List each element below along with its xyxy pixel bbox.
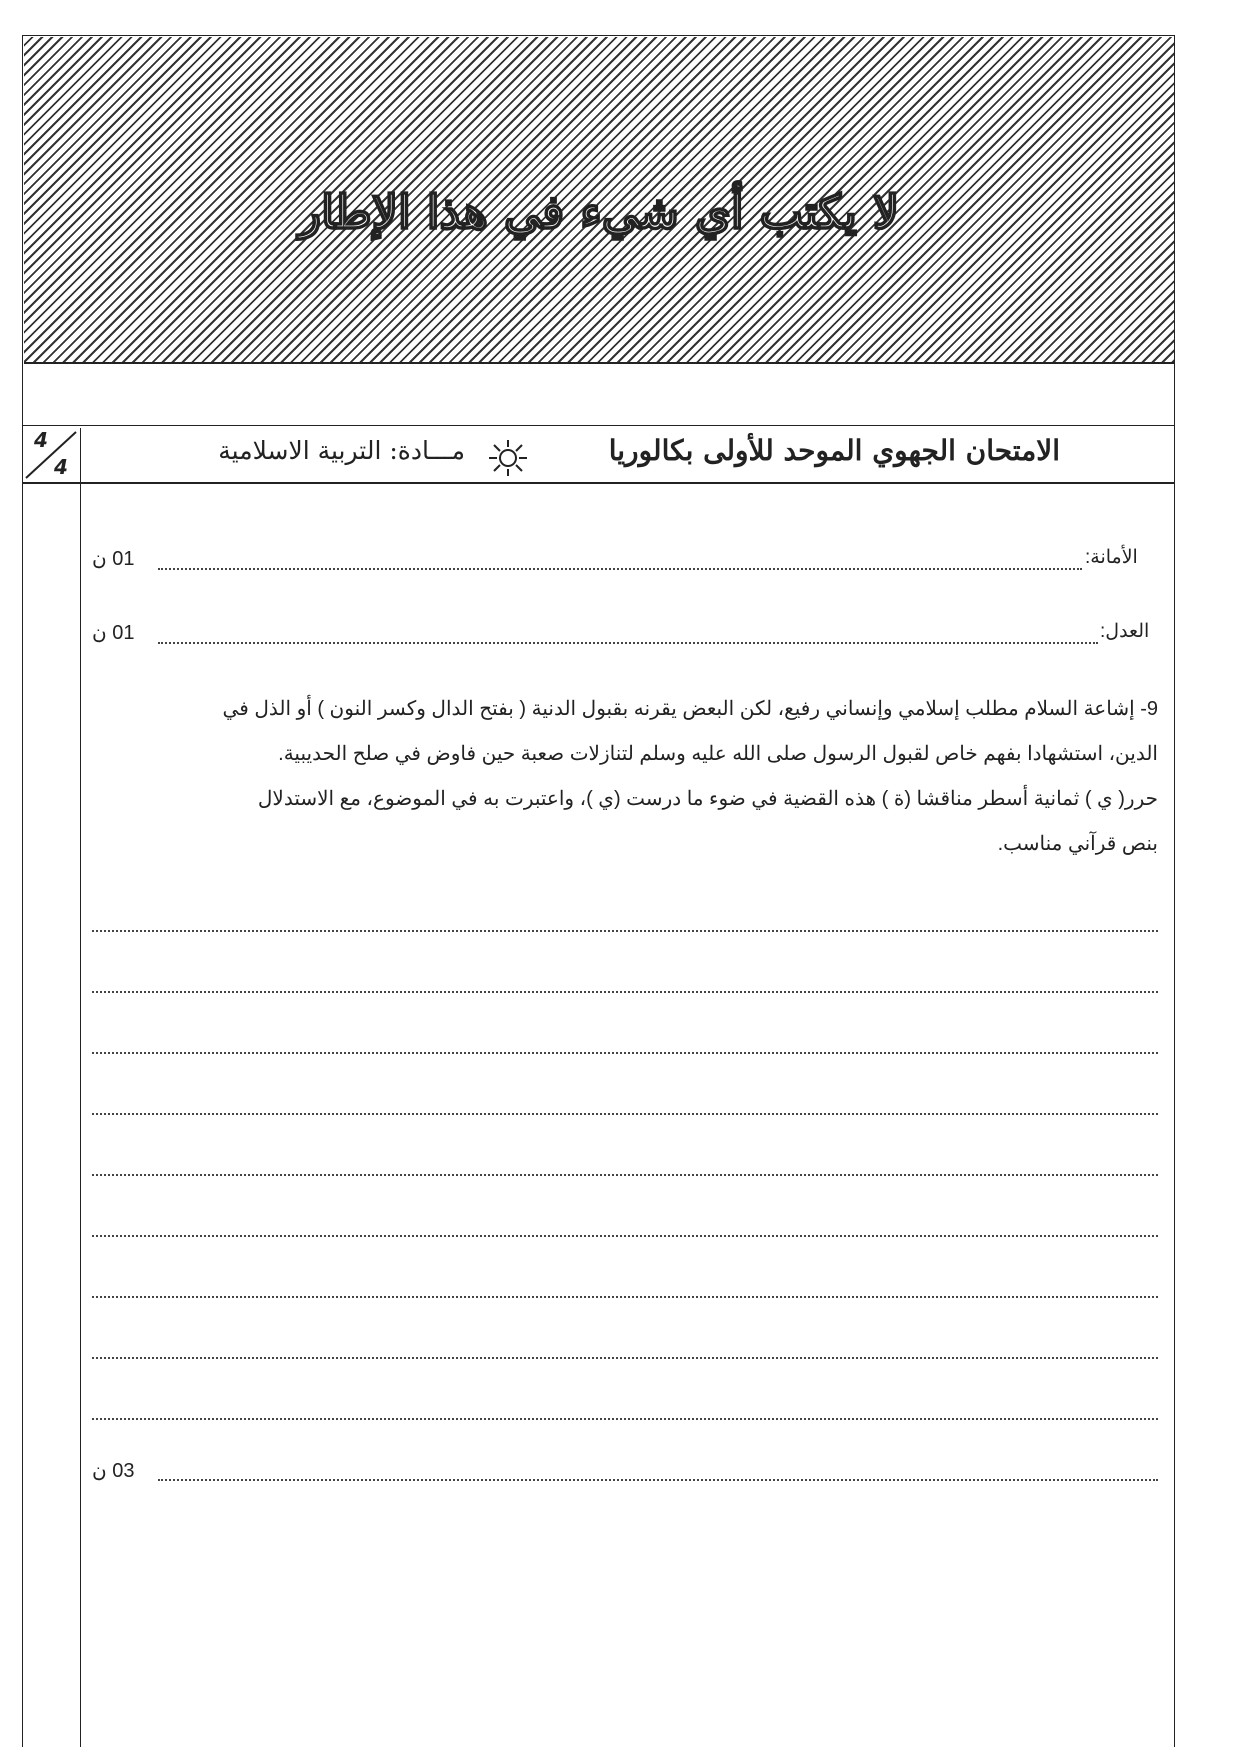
question-9-line-3: حرر( ي ) ثمانية أسطر مناقشا (ة ) هذه القضية في ضوء ما درست (ي )، واعتبرت به في الموضوع، مع الاستدلال [257,788,1158,810]
body-right-border [1174,482,1175,1747]
question-9-line-4: بنص قرآني مناسب. [997,833,1158,855]
header-bottom-border [22,482,1175,484]
amana-score: 01 ن [92,548,135,570]
amana-label: الأمانة: [1085,547,1138,568]
subject-label: مـــادة: التربية الاسلامية [218,436,465,465]
question-9-line-2: الدين، استشهادا بفهم خاص لقبول الرسول صلى الله عليه وسلم لتنازلات صعبة حين فاوض في صلح الحديبية. [278,743,1158,765]
question-9-score: 03 ن [92,1460,135,1482]
page-current: 4 [34,428,48,452]
frame-top-border [22,35,1174,36]
frame-right-border [1174,35,1175,482]
answer-line[interactable] [92,1357,1158,1359]
do-not-write-notice: لا يكتب أي شيء في هذا الإطار [298,185,900,239]
question-9-line-1: 9- إشاعة السلام مطلب إسلامي وإنساني رفيع، لكن البعض يقرنه بقبول الدنية ( بفتح الدال وكسر النون ) أو الذل في [222,698,1158,720]
amana-answer-line[interactable] [158,568,1082,570]
answer-line-final[interactable] [158,1479,1158,1481]
adl-label: العدل: [1100,621,1150,642]
answer-line[interactable] [92,1296,1158,1298]
adl-answer-line[interactable] [158,642,1098,644]
answer-line[interactable] [92,1235,1158,1237]
sun-icon [486,438,530,478]
header-top-border [22,425,1175,426]
answer-line[interactable] [92,1418,1158,1420]
body-left-border [22,482,23,1747]
answer-line[interactable] [92,930,1158,932]
frame-left-border [22,35,23,482]
answer-line[interactable] [92,1052,1158,1054]
margin-divider [80,428,81,1747]
answer-line[interactable] [92,1113,1158,1115]
page-total: 4 [54,455,68,479]
adl-score: 01 ن [92,622,135,644]
answer-line[interactable] [92,1174,1158,1176]
page-number-divider [22,428,80,481]
exam-title: الامتحان الجهوي الموحد للأولى بكالوريا [608,434,1060,467]
answer-line[interactable] [92,991,1158,993]
